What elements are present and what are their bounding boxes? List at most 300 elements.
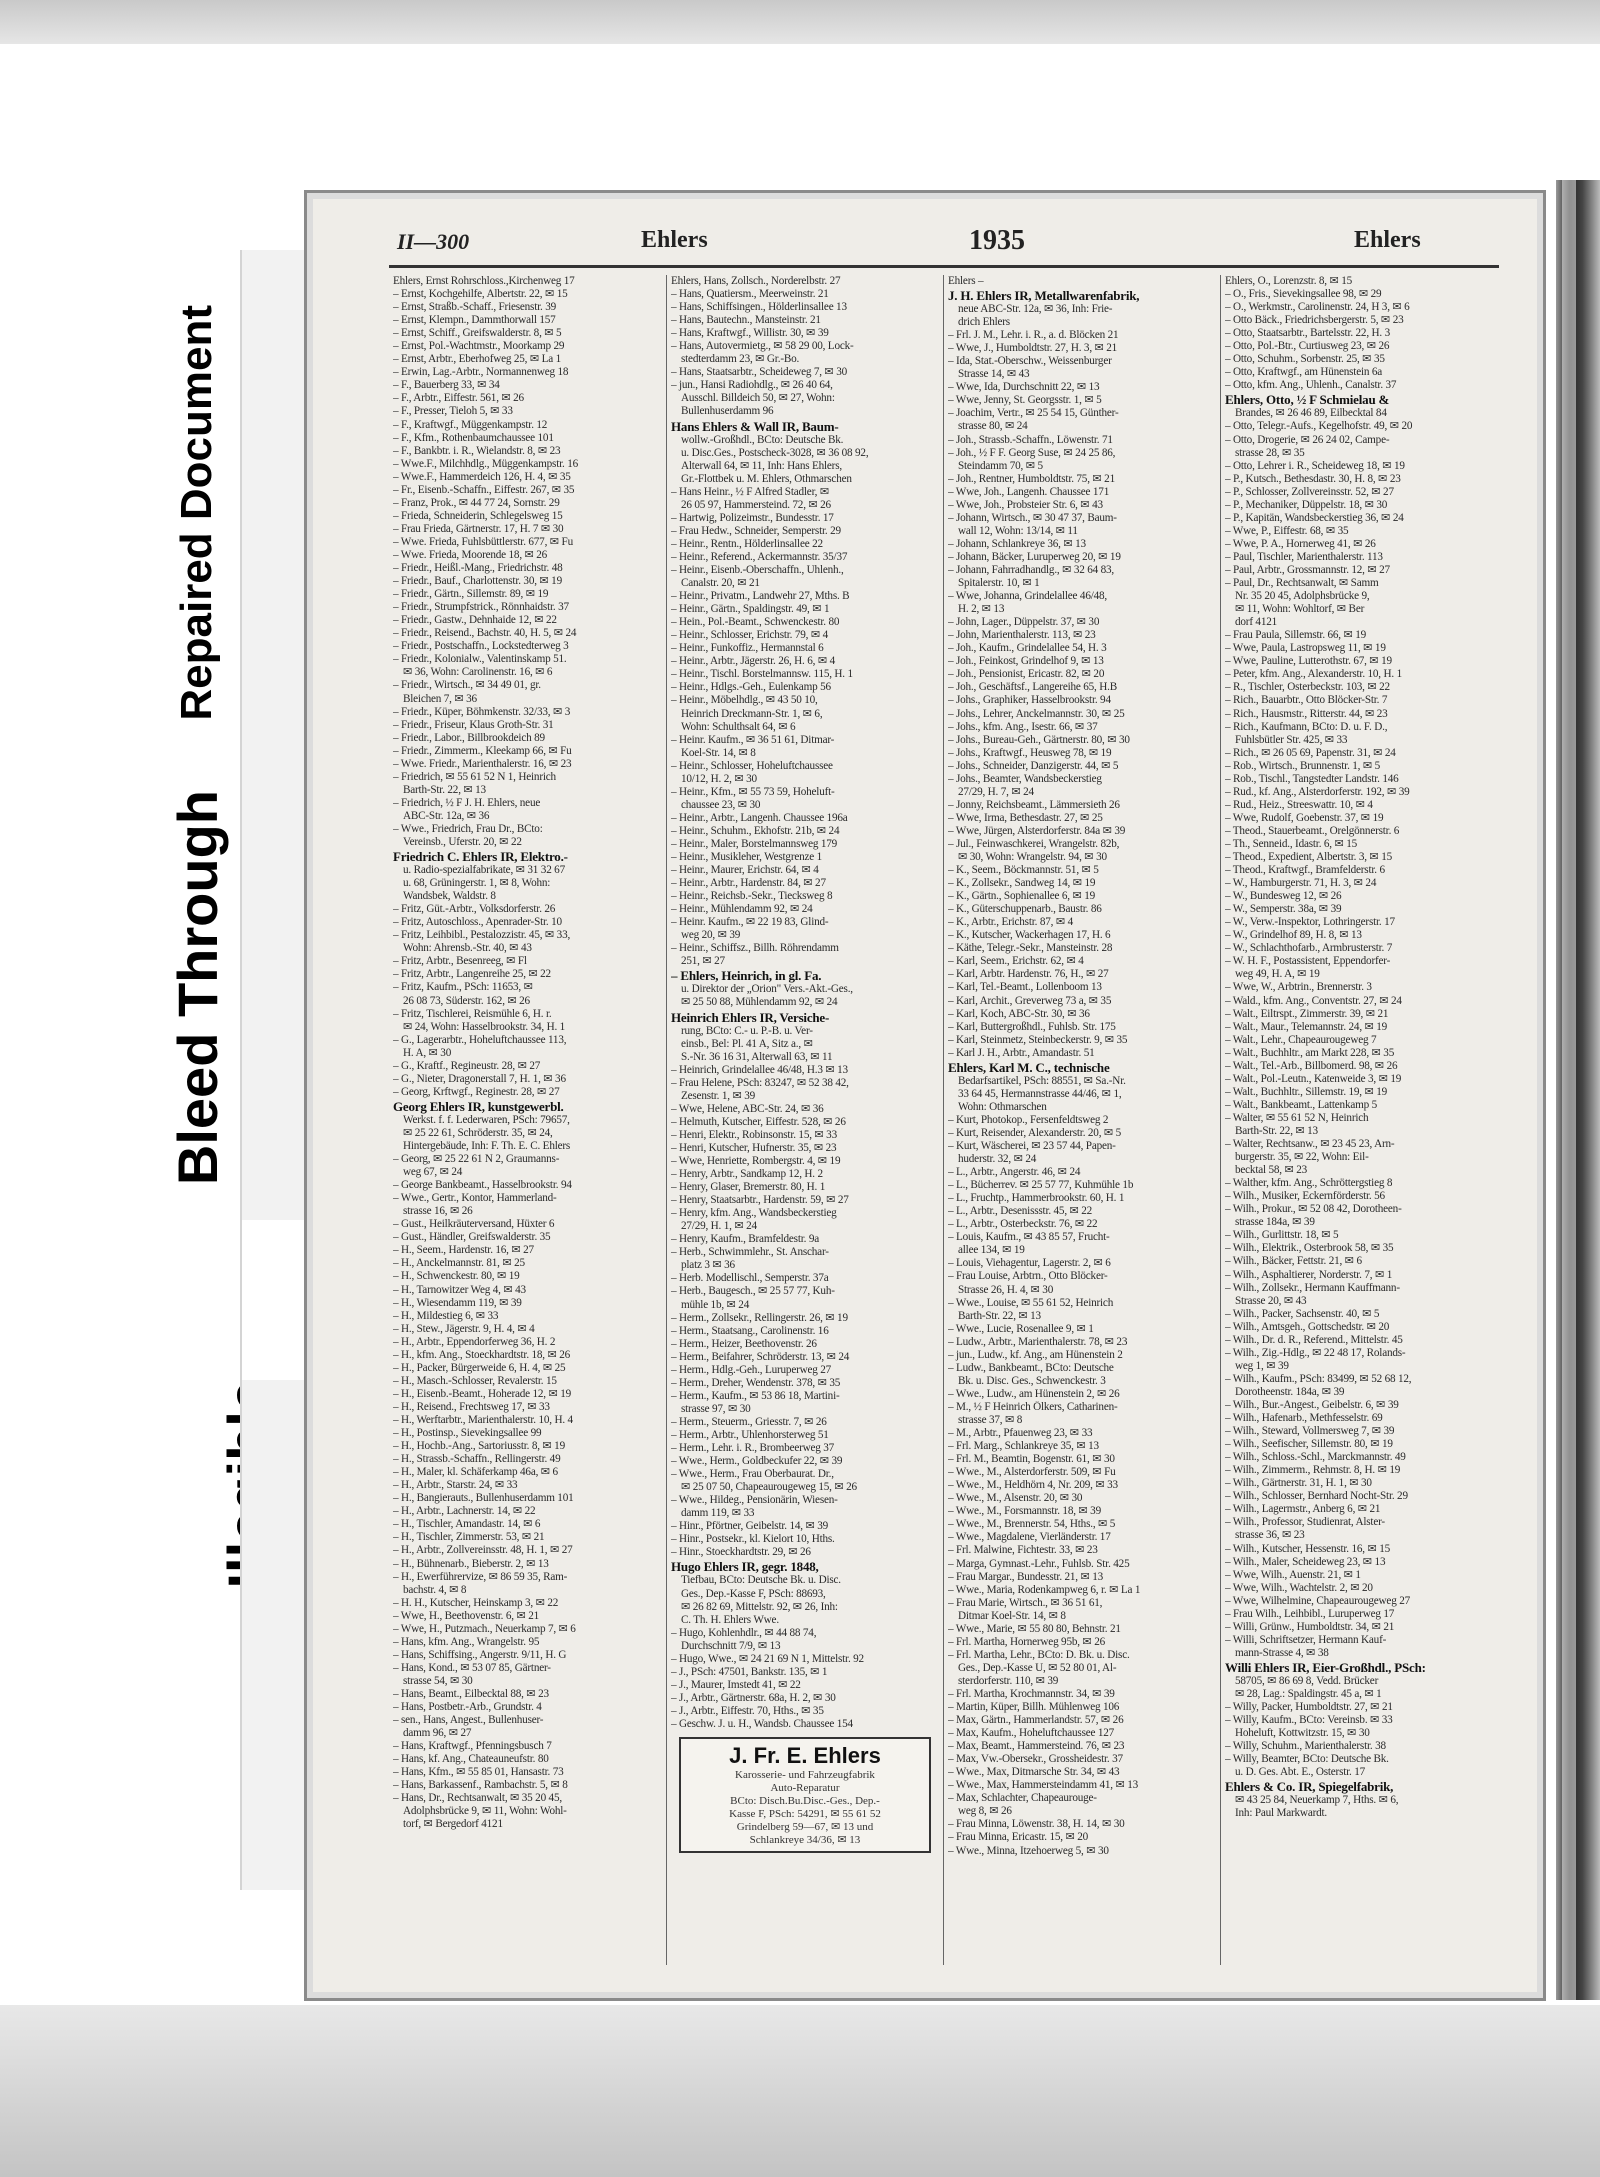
- directory-entry: Vereinsb., Uferstr. 20, ✉ 22: [403, 836, 522, 849]
- directory-entry: – Paul, Arbtr., Grossmannstr. 12, ✉ 27: [1225, 563, 1390, 576]
- directory-entry: – H., Schwenckestr. 80, ✉ 19: [393, 1270, 520, 1283]
- directory-entry: ✉ 11, Wohn: Wohltorf, ✉ Ber: [1235, 603, 1365, 616]
- directory-entry: – K., Seem., Böckmannstr. 51, ✉ 5: [948, 864, 1099, 877]
- directory-entry: – Walter, Rechtsanw., ✉ 23 45 23, Arn-: [1225, 1138, 1395, 1151]
- directory-entry: – Johs., kfm. Ang., Isestr. 66, ✉ 37: [948, 720, 1098, 733]
- directory-entry: – Paul, Tischler, Marienthalerstr. 113: [1225, 550, 1383, 563]
- directory-entry: – Fritz, Arbtr., Besenreeg, ✉ Fl: [393, 955, 527, 968]
- directory-entry: – jun., Hansi Radiohdlg., ✉ 26 40 64,: [671, 379, 833, 392]
- directory-entry: – Marga, Gymnast.-Lehr., Fuhlsb. Str. 425: [948, 1557, 1130, 1570]
- directory-entry: – Heinr., Musikleher, Westgrenze 1: [671, 851, 823, 864]
- directory-entry: – Joh., Rentner, Humboldtstr. 75, ✉ 21: [948, 472, 1115, 485]
- directory-entry: – Wwe., Maria, Rodenkampweg 6, r. ✉ La 1: [948, 1583, 1141, 1596]
- directory-entry: – Ludw., Arbtr., Marienthalerstr. 78, ✉ 23: [948, 1335, 1128, 1348]
- directory-entry: ✉ 30, Wohn: Wrangelstr. 94, ✉ 30: [958, 851, 1107, 864]
- directory-entry: 26 08 73, Süderstr. 162, ✉ 26: [403, 994, 530, 1007]
- directory-entry: – Wwe, H., Beethovenstr. 6, ✉ 21: [393, 1609, 540, 1622]
- directory-entry: – Th., Senneid., Idastr. 6, ✉ 15: [1225, 837, 1358, 850]
- directory-entry: – Wwe, P., Eiffestr. 68, ✉ 35: [1225, 524, 1349, 537]
- directory-entry: – H., Stew., Jägerstr. 9, H. 4, ✉ 4: [393, 1322, 535, 1335]
- directory-entry: 27/29, H. 7, ✉ 24: [958, 785, 1034, 798]
- directory-entry: – Erwin, Lag.-Arbtr., Normannenweg 18: [393, 366, 569, 379]
- directory-entry: u. Direktor der „Orion" Vers.-Akt.-Ges.,: [681, 983, 853, 996]
- directory-entry: – K., Güterschuppenarb., Baustr. 86: [948, 903, 1102, 916]
- directory-entry: – Wilh., Gurlittstr. 18, ✉ 5: [1225, 1229, 1339, 1242]
- directory-entry: – Herm., Staatsang., Carolinenstr. 16: [671, 1324, 829, 1337]
- directory-entry: Durchschnitt 7/9, ✉ 13: [681, 1639, 781, 1652]
- directory-entry: – Henri, Elektr., Robinsonstr. 15, ✉ 33: [671, 1128, 837, 1141]
- directory-entry: – Frl. Martha, Krochmannstr. 34, ✉ 39: [948, 1687, 1115, 1700]
- directory-entry: Ehlers, O., Lorenzstr. 8, ✉ 15: [1225, 275, 1353, 287]
- directory-entry: – J., Arbtr., Gärtnerstr. 68a, H. 2, ✉ 30: [671, 1691, 836, 1704]
- directory-entry: – Friedr., Wirtsch., ✉ 34 49 01, gr.: [393, 679, 541, 692]
- directory-entry: – Walt., Pol.-Leutn., Katenweide 3, ✉ 19: [1225, 1072, 1402, 1085]
- directory-entry: – G., Nieter, Dragonerstall 7, H. 1, ✉ 36: [393, 1072, 566, 1085]
- directory-entry: – Walt., Buchhltr., am Markt 228, ✉ 35: [1225, 1046, 1395, 1059]
- directory-entry: Ditmar Koel-Str. 14, ✉ 8: [958, 1609, 1066, 1622]
- directory-entry: – Heinrich, Grindelallee 46/48, H.3 ✉ 13: [671, 1063, 848, 1076]
- directory-entry: – jun., Ludw., kf. Ang., am Hünenstein 2: [948, 1348, 1123, 1361]
- directory-entry: – Wwe., Lucie, Rosenallee 9, ✉ 1: [948, 1322, 1094, 1335]
- directory-entry: burgerstr. 35, ✉ 22, Wohn: Eil-: [1235, 1151, 1369, 1164]
- directory-entry: – Heinr., Referend., Ackermannstr. 35/37: [671, 550, 848, 563]
- directory-entry: Ehlers, Karl M. C., technische: [948, 1059, 1110, 1075]
- directory-entry: ✉ 25 22 61, Schröderstr. 35, ✉ 24,: [403, 1126, 553, 1139]
- advertisement-line: BCto: Disch.Bu.Disc.-Ges., Dep.-: [730, 1795, 880, 1808]
- directory-entry: – K., Kutscher, Wackerhagen 17, H. 6: [948, 929, 1111, 942]
- directory-entry: Bedarfsartikel, PSch: 88551, ✉ Sa.-Nr.: [958, 1074, 1126, 1087]
- directory-entry: einsb., Bel: Pl. 41 A, Sitz a., ✉: [681, 1037, 813, 1050]
- directory-entry: – Heinr. Kaufm., ✉ 36 51 61, Ditmar-: [671, 733, 835, 746]
- directory-entry: – Johs., Schneider, Danzigerstr. 44, ✉ 5: [948, 759, 1119, 772]
- directory-entry: – Hans, Dr., Rechtsanwalt, ✉ 35 20 45,: [393, 1792, 562, 1805]
- directory-entry: – Louis, Viehagentur, Lagerstr. 2, ✉ 6: [948, 1257, 1111, 1270]
- directory-entry: – H., Ewerführervize, ✉ 86 59 35, Ram-: [393, 1570, 568, 1583]
- column-1: [389, 275, 666, 1965]
- column-2: [666, 275, 943, 1965]
- directory-entry: – F., Bankbtr. i. R., Wielandstr. 8, ✉ 23: [393, 444, 561, 457]
- directory-entry: – Wwe, Wilhelmine, Chapeaurougeweg 27: [1225, 1594, 1410, 1607]
- directory-entry: – Ernst, Kochgehilfe, Albertstr. 22, ✉ 15: [393, 288, 568, 301]
- directory-entry: – Rich., Hausmstr., Ritterstr. 44, ✉ 23: [1225, 707, 1388, 720]
- directory-entry: torf, ✉ Bergedorf 4121: [403, 1818, 503, 1831]
- directory-entry: – Frl. M., Beamtin, Bogenstr. 61, ✉ 30: [948, 1453, 1115, 1466]
- directory-entry: 58705, ✉ 86 69 8, Vedd. Brücker: [1235, 1674, 1379, 1687]
- directory-entry: – Wwe., Friedrich, Frau Dr., BCto:: [393, 822, 543, 835]
- directory-entry: – L., Fruchtp., Hammerbrookstr. 60, H. 1: [948, 1192, 1125, 1205]
- directory-entry: – L., Arbtr., Osterbeckstr. 76, ✉ 22: [948, 1218, 1098, 1231]
- directory-entry: platz 3 ✉ 36: [681, 1259, 735, 1272]
- directory-entry: – R., Tischler, Osterbeckstr. 103, ✉ 22: [1225, 681, 1390, 694]
- directory-entry: – Wilh., Musiker, Eckernförderstr. 56: [1225, 1190, 1385, 1203]
- directory-entry: – Franz, Prok., ✉ 44 77 24, Sornstr. 29: [393, 496, 560, 509]
- directory-entry: – Wwe. Friedr., Marienthalerstr. 16, ✉ 23: [393, 757, 572, 770]
- directory-entry: chaussee 23, ✉ 30: [681, 798, 761, 811]
- directory-entry: – Wilh., Elektrik., Osterbrook 58, ✉ 35: [1225, 1242, 1394, 1255]
- directory-entry: – O., Fris., Sievekingsallee 98, ✉ 29: [1225, 288, 1382, 301]
- directory-entry: – Hugo, Kohlenhdlr., ✉ 44 88 74,: [671, 1626, 817, 1639]
- directory-entry: – J., Arbtr., Eiffestr. 70, Hths., ✉ 35: [671, 1704, 824, 1717]
- directory-entry: – Otto, Pol.-Btr., Curtiusweg 23, ✉ 26: [1225, 340, 1390, 353]
- directory-entry: 10/12, H. 2, ✉ 30: [681, 772, 757, 785]
- directory-entry: Tiefbau, BCto: Deutsche Bk. u. Disc.: [681, 1574, 841, 1587]
- directory-entry: – H., Tarnowitzer Weg 4, ✉ 43: [393, 1283, 526, 1296]
- directory-entry: Strasse 26, H. 4, ✉ 30: [958, 1283, 1054, 1296]
- directory-entry: – Friedr., Küper, Böhmkenstr. 32/33, ✉ 3: [393, 705, 571, 718]
- directory-entry: – Hans, Bautechn., Mansteinstr. 21: [671, 314, 821, 327]
- directory-entry: – Heinr., Privatm., Landwehr 27, Mths. B: [671, 590, 850, 603]
- adjacent-page-edge: [1556, 180, 1600, 2000]
- directory-entry: – Hans, Postbetr.-Arb., Grundstr. 4: [393, 1701, 542, 1714]
- directory-entry: – Gust., Händler, Greifswalderstr. 35: [393, 1231, 551, 1244]
- directory-entry: – H., Arbtr., Lachnerstr. 14, ✉ 22: [393, 1505, 536, 1518]
- directory-entry: – Walt., Tel.-Arb., Billbomerd. 98, ✉ 26: [1225, 1059, 1398, 1072]
- directory-entry: strasse 28, ✉ 35: [1235, 446, 1305, 459]
- directory-entry: ✉ 24, Wohn: Hasselbrookstr. 34, H. 1: [403, 1020, 566, 1033]
- directory-entry: Spitalerstr. 10, ✉ 1: [958, 577, 1040, 590]
- directory-entry: Inh: Paul Markwardt.: [1235, 1807, 1328, 1820]
- advertisement-line: Grindelberg 59—67, ✉ 13 und: [736, 1821, 874, 1834]
- directory-entry: – Theod., Stauerbeamt., Orelgönnerstr. 6: [1225, 824, 1400, 837]
- scan-top-band: [0, 0, 1600, 44]
- directory-entry: – Karl, Arbtr. Hardenstr. 76, H., ✉ 27: [948, 968, 1109, 981]
- directory-entry: – Wwe, Johanna, Grindelallee 46/48,: [948, 590, 1108, 603]
- directory-entry: – Karl, Tel.-Beamt., Lollenboom 13: [948, 981, 1102, 994]
- directory-entry: – Wwe., Max, Hammersteindamm 41, ✉ 13: [948, 1779, 1139, 1792]
- directory-entry: – H., Strassb.-Schaffn., Rellingerstr. 49: [393, 1453, 561, 1466]
- directory-entry: 33 64 45, Hermannstrasse 44/46, ✉ 1,: [958, 1087, 1122, 1100]
- directory-entry: H. 2, ✉ 13: [958, 603, 1005, 616]
- directory-entry: – Heinr., Arbtr., Langenh. Chaussee 196a: [671, 811, 848, 824]
- directory-entry: – Johann, Bäcker, Luruperweg 20, ✉ 19: [948, 550, 1121, 563]
- directory-entry: – H., Maler, kl. Schäferkamp 46a, ✉ 6: [393, 1466, 558, 1479]
- page-tab-notch: [240, 1220, 304, 1380]
- directory-entry: – Jul., Feinwaschkerei, Wrangelstr. 82b,: [948, 837, 1120, 850]
- directory-entry: – Heinr., Schlosser, Erichstr. 79, ✉ 4: [671, 629, 828, 642]
- scan-bottom-band: [0, 2005, 1600, 2177]
- directory-entry: – Heinr., Maurer, Erichstr. 64, ✉ 4: [671, 864, 819, 877]
- directory-entry: – Rich., ✉ 26 05 69, Papenstr. 31, ✉ 24: [1225, 746, 1396, 759]
- directory-entry: Nr. 35 20 45, Adolphsbrücke 9,: [1235, 590, 1370, 603]
- directory-entry: – Fritz, Kaufm., PSch: 11653, ✉: [393, 981, 533, 994]
- label-bleed-through: Bleed Through: [166, 790, 229, 1186]
- directory-entry: – H., Bangierauts., Bullenhuserdamm 101: [393, 1492, 574, 1505]
- directory-entry: – H., Reisend., Frechtsweg 17, ✉ 33: [393, 1400, 550, 1413]
- directory-entry: – Gust., Heilkräuterversand, Hüxter 6: [393, 1218, 555, 1231]
- directory-entry: – Heinr., Mühlendamm 92, ✉ 24: [671, 903, 813, 916]
- directory-entry: damm 96, ✉ 27: [403, 1727, 472, 1740]
- directory-entry: strasse 36, ✉ 23: [1235, 1529, 1305, 1542]
- directory-entry: – Wilh., Gärtnerstr. 31, H. 1, ✉ 30: [1225, 1477, 1372, 1490]
- directory-entry: weg 67, ✉ 24: [403, 1166, 463, 1179]
- directory-entry: Strasse 20, ✉ 43: [1235, 1294, 1307, 1307]
- directory-entry: – Wilh., Schlosser, Bernhard Nocht-Str. 29: [1225, 1490, 1408, 1503]
- directory-entry: – Wwe, Irma, Bethesdastr. 27, ✉ 25: [948, 811, 1103, 824]
- directory-entry: – Wwe, Rudolf, Goebenstr. 37, ✉ 19: [1225, 811, 1384, 824]
- directory-entry: – Paul, Dr., Rechtsanwalt, ✉ Samm: [1225, 577, 1379, 590]
- directory-entry: – Joh., Feinkost, Grindelhof 9, ✉ 13: [948, 655, 1104, 668]
- directory-entry: – Wwe, Ida, Durchschnitt 22, ✉ 13: [948, 381, 1100, 394]
- directory-entry: – Otto, Telegr.-Aufs., Kegelhofstr. 49, ✉ 20: [1225, 420, 1413, 433]
- directory-entry: – Wwe, Helene, ABC-Str. 24, ✉ 36: [671, 1102, 824, 1115]
- directory-entry: – Friedr., Gärtn., Sillemstr. 89, ✉ 19: [393, 588, 549, 601]
- directory-entry: – Henri, Kutscher, Hufnerstr. 35, ✉ 23: [671, 1141, 837, 1154]
- directory-entry: Zesenstr. 1, ✉ 39: [681, 1089, 756, 1102]
- directory-entry: – Wwe., Herm., Goldbeckufer 22, ✉ 39: [671, 1455, 843, 1468]
- directory-entry: – F., Bauerberg 33, ✉ 34: [393, 379, 500, 392]
- directory-entry: – Herb. Modellischl., Semperstr. 37a: [671, 1272, 829, 1285]
- directory-entry: – Friedr., Postschaffn., Lockstedterweg 3: [393, 640, 569, 653]
- directory-entry: Canalstr. 20, ✉ 21: [681, 577, 760, 590]
- directory-entry: – Friedr., Bauf., Charlottenstr. 30, ✉ 19: [393, 575, 562, 588]
- directory-entry: Ges., Dep.-Kasse F, PSch: 88693,: [681, 1587, 826, 1600]
- directory-entry: – Rob., Tischl., Tangstedter Landstr. 146: [1225, 772, 1399, 785]
- directory-entry: – H., Seem., Hardenstr. 16, ✉ 27: [393, 1244, 534, 1257]
- directory-entry: Ehlers, Otto, ½ F Schmielau &: [1225, 392, 1390, 408]
- directory-entry: drich Ehlers: [958, 316, 1010, 329]
- directory-entry: – H., Arbtr., Eppendorferweg 36, H. 2: [393, 1335, 556, 1348]
- directory-entry: – Heinr., Hdlgs.-Geh., Eulenkamp 56: [671, 681, 831, 694]
- directory-entry: – Friedrich, ✉ 55 61 52 N 1, Heinrich: [393, 770, 556, 783]
- directory-entry: Fuhlsbütler Str. 425, ✉ 33: [1235, 733, 1348, 746]
- directory-entry: – K., Gärtn., Sophienallee 6, ✉ 19: [948, 890, 1096, 903]
- directory-entry: Wohn: Schulthsalt 64, ✉ 6: [681, 720, 796, 733]
- directory-entry: – H., Eisenb.-Beamt., Hoherade 12, ✉ 19: [393, 1387, 572, 1400]
- directory-entry: – H., kfm. Ang., Stoeckhardtstr. 18, ✉ 26: [393, 1348, 571, 1361]
- directory-entry: – Wwe., Max, Ditmarsche Str. 34, ✉ 43: [948, 1766, 1120, 1779]
- directory-entry: – Friedr., Zimmerm., Kleekamp 66, ✉ Fu: [393, 744, 572, 757]
- directory-entry: – Wwe., Magdalene, Vierländerstr. 17: [948, 1531, 1111, 1544]
- directory-entry: – Herm., Steuerm., Griesstr. 7, ✉ 26: [671, 1415, 827, 1428]
- directory-entry: ✉ 36, Wohn: Carolinenstr. 16, ✉ 6: [403, 666, 553, 679]
- directory-entry: Ehlers, Ernst Rohrschloss.,Kirchenweg 17: [393, 275, 575, 287]
- directory-entry: – Fr., Eisenb.-Schaffn., Eiffestr. 267, ✉ 35: [393, 483, 575, 496]
- directory-entry: – Rich., Kaufmann, BCto: D. u. F. D.,: [1225, 720, 1388, 733]
- directory-entry: rung, BCto: C.- u. P.-B. u. Ver-: [681, 1024, 813, 1037]
- directory-entry: – Ernst, Klempn., Dammthorwall 157: [393, 314, 556, 327]
- directory-entry: Gr.-Flottbek u. M. Ehlers, Othmarschen: [681, 472, 852, 485]
- directory-entry: – Johs., Lehrer, Anckelmannstr. 30, ✉ 25: [948, 707, 1125, 720]
- directory-entry: – H., Masch.-Schlosser, Revalerstr. 15: [393, 1374, 557, 1387]
- directory-entry: Bullenhuserdamm 96: [681, 405, 774, 418]
- directory-entry: – Frl. Martha, Hornerweg 95b, ✉ 26: [948, 1635, 1105, 1648]
- directory-entry: – Wwe, Pauline, Lutterothstr. 67, ✉ 19: [1225, 655, 1392, 668]
- directory-entry: – W., Schlachthofarb., Armbrusterstr. 7: [1225, 942, 1393, 955]
- directory-entry: 251, ✉ 27: [681, 955, 725, 968]
- directory-entry: – Otto Bäck., Friedrichsbergerstr. 5, ✉ 23: [1225, 314, 1404, 327]
- directory-entry: – Friedr., Reisend., Bachstr. 40, H. 5, ✉ 24: [393, 627, 577, 640]
- directory-entry: – Heinr., Schiffsz., Billh. Röhrendamm: [671, 942, 839, 955]
- directory-entry: – Theod., Expedient, Albertstr. 3, ✉ 15: [1225, 851, 1392, 864]
- directory-entry: – Willy, Packer, Humboldtstr. 27, ✉ 21: [1225, 1701, 1393, 1714]
- directory-entry: – Wilh., Bäcker, Fettstr. 21, ✉ 6: [1225, 1255, 1362, 1268]
- directory-entry: Brandes, ✉ 26 46 89, Eilbecktal 84: [1235, 407, 1387, 420]
- directory-entry: u. Radio-spezialfabrikate, ✉ 31 32 67: [403, 864, 565, 877]
- directory-entry: – W. H. F., Postassistent, Eppendorfer-: [1225, 955, 1391, 968]
- directory-entry: Hoheluft, Kottwitzstr. 15, ✉ 30: [1235, 1727, 1370, 1740]
- directory-entry: – Max, Gärtn., Hammerlandstr. 57, ✉ 26: [948, 1714, 1124, 1727]
- directory-entry: – Wilh., Lagermstr., Anberg 6, ✉ 21: [1225, 1503, 1381, 1516]
- directory-entry: – Wwe., Minna, Itzehoerweg 5, ✉ 30: [948, 1844, 1109, 1857]
- directory-entry: strasse 37, ✉ 8: [958, 1413, 1023, 1426]
- directory-entry: weg 49, H. A, ✉ 19: [1235, 968, 1320, 981]
- directory-entry: ✉ 25 50 88, Mühlendamm 92, ✉ 24: [681, 996, 838, 1009]
- directory-entry: – F., Presser, Tieloh 5, ✉ 33: [393, 405, 513, 418]
- directory-entry: – Hartwig, Polizeimstr., Bundesstr. 17: [671, 511, 834, 524]
- directory-entry: – Heinr., Möbelhdlg., ✉ 43 50 10,: [671, 694, 818, 707]
- directory-entry: – G., Kraftf., Regineustr. 28, ✉ 27: [393, 1059, 541, 1072]
- header-left-title: Ehlers: [641, 227, 708, 253]
- directory-entry: – Henry, kfm. Ang., Wandsbeckerstieg: [671, 1207, 837, 1220]
- directory-entry: – J., Maurer, Imstedt 41, ✉ 22: [671, 1678, 801, 1691]
- directory-entry: – Wwe. Frieda, Fuhlsbüttlerstr. 677, ✉ Fu: [393, 535, 573, 548]
- directory-entry: ABC-Str. 12a, ✉ 36: [403, 809, 490, 822]
- directory-entry: – Herm., Lehr. i. R., Brombeerweg 37: [671, 1442, 835, 1455]
- directory-entry: – Willi, Grünw., Humboldtstr. 34, ✉ 21: [1225, 1620, 1395, 1633]
- directory-entry: – Karl, Seem., Erichstr. 62, ✉ 4: [948, 955, 1084, 968]
- directory-entry: – Wwe, W., Arbtrin., Brennerstr. 3: [1225, 981, 1372, 994]
- directory-entry: weg 8, ✉ 26: [958, 1805, 1012, 1818]
- directory-entry: – O., Werkmstr., Carolinenstr. 24, H 3, ✉ 6: [1225, 301, 1410, 314]
- directory-entry: – F., Kraftwgf., Müggenkampstr. 12: [393, 418, 548, 431]
- directory-entry: ✉ 25 07 50, Chapeaurougeweg 15, ✉ 26: [681, 1481, 857, 1494]
- directory-entry: – Joh., Kaufm., Grindelallee 54, H. 3: [948, 642, 1107, 655]
- directory-entry: – Wwe, Henriette, Rombergstr. 4, ✉ 19: [671, 1155, 841, 1167]
- directory-entry: – Fritz, Leihbibl., Pestalozzistr. 45, ✉ 33,: [393, 929, 571, 942]
- directory-entry: – Frau Frieda, Gärtnerstr. 17, H. 7 ✉ 30: [393, 522, 564, 535]
- directory-entry: – Max, Kaufm., Hoheluftchaussee 127: [948, 1727, 1115, 1740]
- directory-entry: Dorotheenstr. 184a, ✉ 39: [1235, 1385, 1345, 1398]
- directory-entry: – Fritz, Tischlerei, Reismühle 6, H. r.: [393, 1007, 552, 1020]
- directory-entry: Ehlers –: [948, 275, 984, 287]
- directory-entry: – Walt., Lehr., Chapeaurougeweg 7: [1225, 1033, 1377, 1046]
- directory-entry: – Heinr., Eisenb.-Oberschaffn., Uhlenh.,: [671, 563, 844, 576]
- directory-entry: Adolphsbrücke 9, ✉ 11, Wohn: Wohl-: [403, 1805, 567, 1818]
- directory-entry: – Johann, Fahrradhandlg., ✉ 32 64 83,: [948, 563, 1115, 576]
- advertisement-line: Schlankreye 34/36, ✉ 13: [749, 1834, 861, 1847]
- directory-entry: – M., Arbtr., Pfauenweg 23, ✉ 33: [948, 1427, 1093, 1440]
- directory-entry: wall 12, Wohn: 13/14, ✉ 11: [958, 524, 1078, 537]
- directory-entry: – H., Hochb.-Ang., Sartoriusstr. 8, ✉ 19: [393, 1440, 565, 1453]
- directory-entry: – Wilh., Packer, Sachsenstr. 40, ✉ 5: [1225, 1307, 1380, 1320]
- directory-entry: Barth-Str. 22, ✉ 13: [403, 783, 486, 796]
- directory-entry: – Herm., Beifahrer, Schröderstr. 13, ✉ 24: [671, 1350, 850, 1363]
- directory-entry: – Fritz, Güt.-Arbtr., Volksdorferstr. 26: [393, 903, 556, 916]
- directory-entry: dorf 4121: [1235, 616, 1278, 629]
- directory-entry: – Henry, Arbtr., Sandkamp 12, H. 2: [671, 1168, 823, 1181]
- directory-entry: – Frau Louise, Arbtrn., Otto Blöcker-: [948, 1270, 1108, 1283]
- directory-entry: – Wilh., Zollsekr., Hermann Kauffmann-: [1225, 1281, 1400, 1294]
- directory-entry: – P., Mechaniker, Düppelstr. 18, ✉ 30: [1225, 498, 1388, 511]
- directory-entry: – George Bankbeamt., Hasselbrookstr. 94: [393, 1179, 572, 1192]
- directory-entry: – Wald., kfm. Ang., Conventstr. 27, ✉ 24: [1225, 994, 1402, 1007]
- directory-entry: – H., Anckelmannstr. 81, ✉ 25: [393, 1257, 525, 1270]
- directory-entry: – Joh., Strassb.-Schaffn., Löwenstr. 71: [948, 433, 1113, 446]
- directory-entry: – Wwe, Jenny, St. Georgsstr. 1, ✉ 5: [948, 394, 1102, 407]
- directory-entry: – H., Bühnenarb., Bieberstr. 2, ✉ 13: [393, 1557, 549, 1570]
- directory-entry: allee 134, ✉ 19: [958, 1244, 1025, 1257]
- directory-entry: – Georg, Krftwgf., Reginestr. 28, ✉ 27: [393, 1085, 560, 1098]
- directory-entry: – Willy, Kaufm., BCto: Vereinsb. ✉ 33: [1225, 1714, 1393, 1727]
- directory-entry: – Joh., ½ F F. Georg Suse, ✉ 24 25 86,: [948, 446, 1116, 459]
- directory-entry: – Wilh., Asphaltierer, Norderstr. 7, ✉ 1: [1225, 1268, 1393, 1281]
- directory-entry: – Wilh., Prokur., ✉ 52 08 42, Dorotheen-: [1225, 1203, 1402, 1216]
- directory-entry: – Wwe., M., Heldhörn 4, Nr. 209, ✉ 33: [948, 1479, 1118, 1492]
- directory-entry: – Wwe., M., Forsmannstr. 18, ✉ 39: [948, 1505, 1101, 1518]
- directory-entry: – Walt., Bankbeamt., Lattenkamp 5: [1225, 1098, 1377, 1111]
- directory-entry: – Rob., Wirtsch., Brunnenstr. 1, ✉ 5: [1225, 759, 1381, 772]
- directory-entry: – Fritz, Autoschloss., Apenrader-Str. 10: [393, 916, 562, 929]
- directory-entry: – Johann, Schlankreye 36, ✉ 13: [948, 537, 1086, 550]
- directory-entry: – Wilh., Kaufm., PSch: 83499, ✉ 52 68 12,: [1225, 1372, 1412, 1385]
- directory-entry: – K., Zollsekr., Sandweg 14, ✉ 19: [948, 877, 1096, 890]
- directory-entry: – Hans, kf. Ang., Chateauneufstr. 80: [393, 1753, 549, 1766]
- directory-entry: – Frau Marie, Wirtsch., ✉ 36 51 61,: [948, 1596, 1103, 1609]
- directory-entry: Ausschl. Billdeich 50, ✉ 27, Wohn:: [681, 392, 835, 405]
- directory-entry: – H., Wiesendamm 119, ✉ 39: [393, 1296, 522, 1309]
- directory-entry: – Frau Margar., Bundesstr. 21, ✉ 13: [948, 1570, 1104, 1583]
- directory-entry: J. H. Ehlers IR, Metallwarenfabrik,: [948, 288, 1140, 304]
- directory-entry: – Frau Paula, Sillemstr. 66, ✉ 19: [1225, 629, 1367, 642]
- directory-entry: – Hans Heinr., ½ F Alfred Stadler, ✉: [671, 485, 830, 498]
- directory-entry: wollw.-Großhdl., BCto: Deutsche Bk.: [681, 433, 844, 446]
- directory-entry: mühle 1b, ✉ 24: [681, 1298, 750, 1311]
- directory-entry: – Wilh., Seefischer, Sillemstr. 80, ✉ 19: [1225, 1438, 1393, 1451]
- directory-entry: Wohn: Othmarschen: [958, 1100, 1047, 1113]
- directory-entry: – Hans, Barkassenf., Rambachstr. 5, ✉ 8: [393, 1779, 568, 1792]
- directory-entry: strasse 97, ✉ 30: [681, 1402, 751, 1415]
- directory-entry: – W., Semperstr. 38a, ✉ 39: [1225, 903, 1342, 916]
- advertisement-line: Kasse F, PSch: 54291, ✉ 55 61 52: [729, 1808, 881, 1821]
- directory-entry: – H., Werftarbtr., Marienthalerstr. 10, H. 4: [393, 1413, 573, 1426]
- directory-entry: – Wilh., Zig.-Hdlg., ✉ 22 48 17, Rolands-: [1225, 1346, 1406, 1359]
- directory-entry: – Johann, Wirtsch., ✉ 30 47 37, Baum-: [948, 511, 1117, 524]
- directory-entry: Steindamm 70, ✉ 5: [958, 459, 1043, 472]
- directory-entry: – Wilh., Hafenarb., Methfesselstr. 69: [1225, 1412, 1383, 1425]
- directory-entry: – Henry, Kaufm., Bramfeldestr. 9a: [671, 1233, 820, 1246]
- directory-entry: ✉ 43 25 84, Neuerkamp 7, Hths. ✉ 6,: [1235, 1794, 1399, 1807]
- directory-entry: – Max, Schlachter, Chapeaurouge-: [948, 1792, 1097, 1805]
- directory-entry: ✉ 26 82 69, Mittelstr. 92, ✉ 26, Inh:: [681, 1600, 838, 1613]
- directory-entry: – Wwe., M., Alsterdorferstr. 509, ✉ Fu: [948, 1466, 1116, 1479]
- directory-entry: damm 119, ✉ 33: [681, 1507, 755, 1520]
- directory-entry: bachstr. 4, ✉ 8: [403, 1583, 467, 1596]
- directory-entry: – Friedrich, ½ F J. H. Ehlers, neue: [393, 796, 541, 809]
- directory-entry: – Wwe., Herm., Frau Oberbaurat. Dr.,: [671, 1468, 834, 1481]
- directory-entry: – Heinr., Arbtr., Hardenstr. 84, ✉ 27: [671, 877, 826, 890]
- directory-entry: – Wwe., Marie, ✉ 55 80 80, Behnstr. 21: [948, 1622, 1121, 1635]
- directory-entry: – Hein., Pol.-Beamt., Schwenckestr. 80: [671, 616, 840, 629]
- directory-entry: – Helmuth, Kutscher, Eiffestr. 528, ✉ 26: [671, 1115, 846, 1128]
- directory-entry: – Frl. Martha, Lehr., BCto: D. Bk. u. Disc.: [948, 1648, 1130, 1661]
- directory-entry: u. 68, Grüningerstr. 1, ✉ 8, Wohn:: [403, 877, 551, 890]
- directory-entry: C. Th. H. Ehlers Wwe.: [681, 1613, 779, 1626]
- directory-entry: Heinrich Ehlers IR, Versiche-: [671, 1009, 830, 1025]
- directory-entry: – J., PSch: 47501, Bankstr. 135, ✉ 1: [671, 1665, 828, 1678]
- directory-entry: – Ernst, Straßb.-Schaff., Friesenstr. 39: [393, 301, 557, 314]
- directory-entry: – Heinr., Tischl. Borstelmannsw. 115, H. 1: [671, 668, 853, 681]
- directory-entry: – Wilh., Kutscher, Hessenstr. 16, ✉ 15: [1225, 1542, 1391, 1555]
- directory-entry: – Willy, Beamter, BCto: Deutsche Bk.: [1225, 1753, 1389, 1766]
- directory-entry: – Wwe., M., Alsenstr. 20, ✉ 30: [948, 1492, 1083, 1505]
- directory-entry: – John, Lager., Düppelstr. 37, ✉ 30: [948, 616, 1100, 629]
- directory-entry: – Hans, Schiffsingen., Hölderlinsallee 13: [671, 301, 847, 314]
- directory-entry: – Kurt, Photokop., Fersenfeldtsweg 2: [948, 1113, 1109, 1126]
- directory-entry: – Herm., Kaufm., ✉ 53 86 18, Martini-: [671, 1389, 840, 1402]
- directory-entry: – Karl, Steinmetz, Steinbeckerstr. 9, ✉ 35: [948, 1033, 1128, 1046]
- directory-entry: – Wilh., Zimmerm., Rehmstr. 8, H. ✉ 19: [1225, 1464, 1401, 1477]
- directory-entry: – Herm., Zollsekr., Rellingerstr. 26, ✉ 19: [671, 1311, 848, 1324]
